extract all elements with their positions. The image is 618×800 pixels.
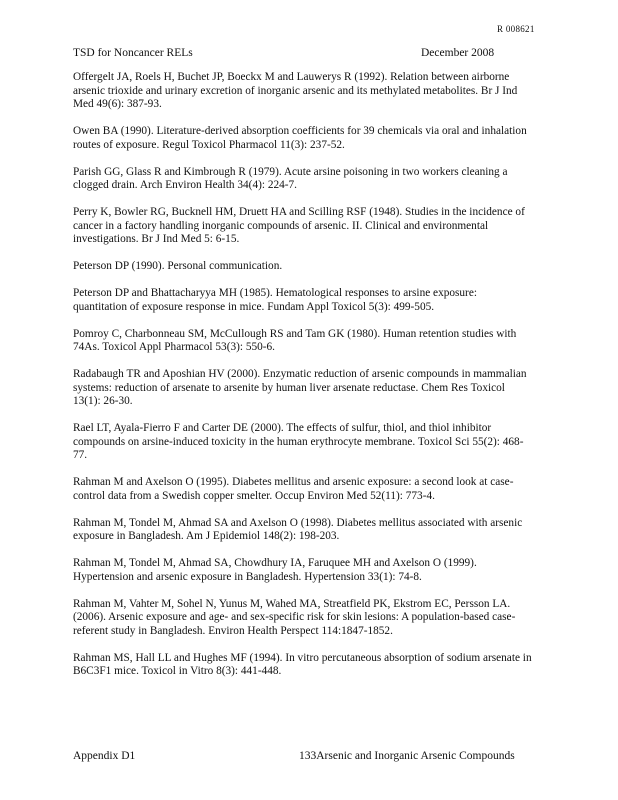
footer-page-title: 133Arsenic and Inorganic Arsenic Compounds (299, 750, 515, 762)
reference-entry: Owen BA (1990). Literature-derived absorption coefficients for 39 chemicals via oral and inhalation routes of exposure. Regul Toxicol Pharmacol 11(3): 237-52. (73, 125, 527, 151)
reference-entry: Rahman M, Tondel M, Ahmad SA, Chowdhury IA, Faruquee MH and Axelson O (1999). Hypertension and arsenic exposure in Bangladesh. Hypertension 33(1): 74-8. (73, 557, 477, 583)
bates-number: R 008621 (497, 24, 535, 34)
reference-entry: Pomroy C, Charbonneau SM, McCullough RS and Tam GK (1980). Human retention studies with 74As. Toxicol Appl Pharmacol 53(3): 550-6. (73, 327, 517, 353)
reference-list (73, 71, 533, 692)
header-title: TSD for Noncancer RELs (73, 47, 193, 59)
footer-appendix: Appendix D1 (73, 750, 136, 762)
reference-entry: Parish GG, Glass R and Kimbrough R (1979). Acute arsine poisoning in two workers cleaning a clogged drain. Arch Environ Health 34(4): 224-7. (73, 165, 508, 191)
reference-entry: Rael LT, Ayala-Fierro F and Carter DE (2000). The effects of sulfur, thiol, and thiol inhibitor compounds on arsine-induced toxicity in the human erythrocyte membrane. Toxicol Sci 55(2): 468-77. (73, 422, 524, 461)
reference-entry: Peterson DP and Bhattacharyya MH (1985). Hematological responses to arsine exposure: quantitation of exposure response in mice. Fundam Appl Toxicol 5(3): 499-505. (73, 287, 477, 313)
reference-entry: Rahman M, Tondel M, Ahmad SA and Axelson O (1998). Diabetes mellitus associated with arsenic exposure in Bangladesh. Am J Epidemiol 148(2): 198-203. (73, 516, 523, 542)
reference-entry: Rahman M, Vahter M, Sohel N, Yunus M, Wahed MA, Streatfield PK, Ekstrom EC, Persson LA. (2006). Arsenic exposure and age- and sex-specific risk for skin lesions: A population-based case-referent study in Bangladesh. Environ Health Perspect 114:1847-1852. (73, 597, 516, 637)
reference-entry: Offergelt JA, Roels H, Buchet JP, Boeckx M and Lauwerys R (1992). Relation between airborne arsenic trioxide and urinary excretion of inorganic arsenic and its methylated metabolites. Br J Ind Med 49(6): 387-93. (73, 71, 518, 110)
reference-entry: Rahman MS, Hall LL and Hughes MF (1994). In vitro percutaneous absorption of sodium arsenate in B6C3F1 mice. Toxicol in Vitro 8(3): 441-448. (73, 651, 532, 677)
header-date: December 2008 (421, 47, 495, 59)
reference-entry: Radabaugh TR and Aposhian HV (2000). Enzymatic reduction of arsenic compounds in mammalian systems: reduction of arsenate to arsenite by human liver arsenate reductase. Chem Res Toxicol 13(1): 26-30. (73, 368, 527, 407)
reference-entry: Perry K, Bowler RG, Bucknell HM, Druett HA and Scilling RSF (1948). Studies in the incidence of cancer in a factory handling inorganic compounds of arsenic. II. Clinical and environmental investigations. Br J Ind Med 5: 6-15. (73, 206, 525, 245)
reference-entry: Peterson DP (1990). Personal communication. (73, 260, 283, 272)
reference-entry: Rahman M and Axelson O (1995). Diabetes mellitus and arsenic exposure: a second look at case-control data from a Swedish copper smelter. Occup Environ Med 52(11): 773-4. (73, 476, 514, 502)
